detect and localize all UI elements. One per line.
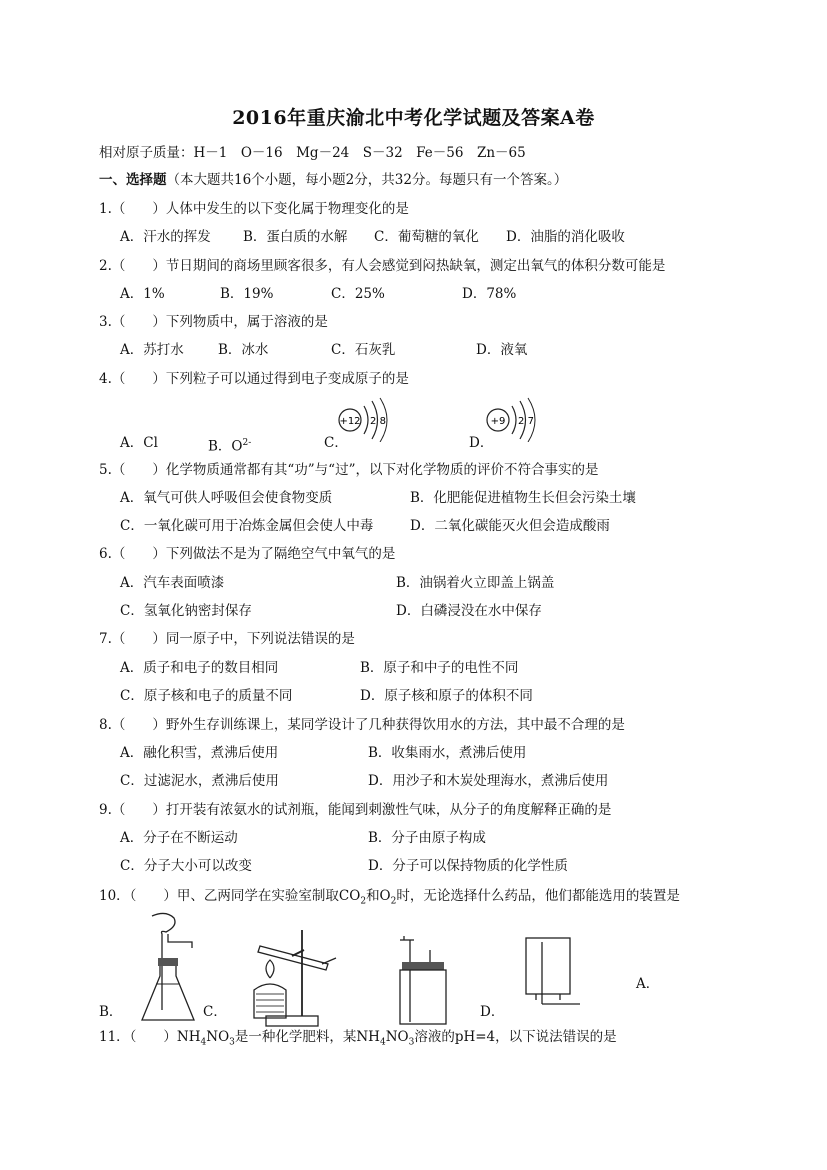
delivery-tube	[168, 934, 192, 948]
apparatus-heated-tube	[232, 920, 342, 1030]
q10-option-b: B．	[99, 1004, 123, 1020]
q4-option-c: C．	[324, 435, 348, 451]
flame-icon	[266, 960, 274, 978]
electron-shell	[512, 406, 516, 434]
question-1-stem: 1.（ ）人体中发生的以下变化属于物理变化的是	[99, 201, 409, 217]
electron-shell	[364, 406, 368, 434]
section-heading-line	[99, 171, 567, 189]
q9-option-d: D．分子可以保持物质的化学性质	[368, 858, 568, 874]
q1-option-a: A．汗水的挥发	[120, 229, 211, 245]
apparatus-collecting-bottle	[392, 936, 452, 1026]
q9-option-c: C．分子大小可以改变	[120, 858, 252, 874]
nucleus-charge: +12	[339, 416, 361, 427]
question-6-stem: 6.（ ）下列做法不是为了隔绝空气中氧气的是	[99, 546, 396, 562]
q10-stem-part: 和O	[366, 888, 391, 904]
question-9-stem: 9.（ ）打开装有浓氨水的试剂瓶，能闻到刺激性气味，从分子的角度解释正确的是	[99, 802, 612, 818]
q2-option-a: A．1%	[120, 286, 165, 302]
q11-subscript: 3	[408, 1037, 415, 1048]
tube-outlet	[322, 958, 336, 964]
q5-option-b: B．化肥能促进植物生长但会污染土壤	[410, 490, 636, 506]
question-11-stem	[99, 1028, 617, 1052]
question-3-stem: 3.（ ）下列物质中，属于溶液的是	[99, 314, 328, 330]
question-7-stem: 7.（ ）同一原子中，下列说法错误的是	[99, 631, 355, 647]
q5-option-a: A．氧气可供人呼吸但会使食物变质	[120, 490, 333, 506]
alcohol-lamp	[254, 984, 286, 1018]
q7-option-b: B．原子和中子的电性不同	[360, 660, 519, 676]
q7-option-c: C．原子核和电子的质量不同	[120, 688, 293, 704]
test-tube	[258, 946, 328, 970]
q11-subscript: 3	[229, 1037, 235, 1048]
long-tube	[404, 936, 410, 1022]
question-4-stem: 4.（ ）下列粒子可以通过得到电子变成原子的是	[99, 371, 409, 387]
q10-stem-part: 10．（ ）甲、乙两同学在实验室制取CO	[99, 888, 361, 904]
q6-option-a: A．汽车表面喷漆	[120, 575, 225, 591]
q1-option-d: D．油脂的消化吸收	[506, 229, 625, 245]
q1-option-b: B．蛋白质的水解	[243, 229, 348, 245]
q8-option-c: C．过滤泥水，煮沸后使用	[120, 773, 279, 789]
q11-stem-part: 是一种化学肥料，某NH	[234, 1029, 380, 1045]
q7-option-d: D．原子核和原子的体积不同	[360, 688, 533, 704]
q10-option-d: D．	[480, 1004, 505, 1020]
q4-option-a: A．Cl	[120, 435, 158, 451]
section-note: （本大题共16个小题，每小题2分，共32分。每题只有一个答案。）	[166, 172, 568, 188]
shell-electrons: 2 8	[370, 416, 386, 427]
q11-stem-part: NO	[385, 1029, 409, 1045]
nucleus-charge: +9	[490, 416, 506, 427]
apparatus-flask-funnel	[134, 912, 204, 1030]
q4-option-d: D．	[469, 435, 494, 451]
q7-option-a: A．质子和电子的数目相同	[120, 660, 279, 676]
q5-option-d: D．二氧化碳能灭火但会造成酸雨	[410, 518, 610, 534]
q2-option-c: C．25%	[331, 286, 385, 302]
q8-option-a: A．融化积雪，煮沸后使用	[120, 745, 279, 761]
q8-option-d: D．用沙子和木炭处理海水，煮沸后使用	[368, 773, 609, 789]
q10-stem-part: 时，无论选择什么药品，他们都能选用的装置是	[396, 888, 680, 904]
q4-option-b-text: B．O	[208, 438, 243, 455]
bottle-body	[400, 970, 446, 1024]
q9-option-a: A．分子在不断运动	[120, 830, 238, 846]
q6-option-b: B．油锅着火立即盖上锅盖	[396, 575, 555, 591]
q3-option-d: D．液氧	[476, 342, 528, 358]
q3-option-a: A．苏打水	[120, 342, 184, 358]
q11-subscript: 4	[200, 1037, 207, 1048]
atom-diagram-d	[484, 396, 546, 442]
q11-stem-part: NO	[206, 1029, 230, 1045]
q11-stem-part: 11．（ ）NH	[99, 1029, 201, 1045]
q2-option-d: D．78%	[462, 286, 517, 302]
q10-subscript: 2	[360, 896, 367, 907]
q4-option-b-charge: 2-	[242, 438, 252, 448]
question-5-stem: 5.（ ）化学物质通常都有其“功”与“过”，以下对化学物质的评价不符合事实的是	[99, 462, 599, 478]
q10-option-c: C．	[203, 1004, 227, 1020]
conical-flask	[142, 966, 194, 1020]
bottle-neck	[536, 994, 560, 1000]
q11-subscript: 4	[379, 1037, 386, 1048]
q10-subscript: 2	[390, 896, 397, 907]
q10-option-a: A．	[636, 976, 660, 992]
q6-option-c: C．氢氧化钠密封保存	[120, 603, 252, 619]
page-title: 2016年重庆渝北中考化学试题及答案A卷	[232, 107, 595, 129]
section-heading: 一、选择题	[99, 172, 167, 188]
lamp-pattern	[256, 994, 284, 1012]
question-8-stem: 8.（ ）野外生存训练课上，某同学设计了几种获得饮用水的方法，其中最不合理的是	[99, 717, 625, 733]
apparatus-inverted-bottle	[520, 934, 584, 1014]
q9-option-b: B．分子由原子构成	[368, 830, 486, 846]
inverted-bottle	[526, 938, 570, 994]
bottle-stopper	[402, 962, 444, 970]
q5-option-c: C．一氧化碳可用于冶炼金属但会使人中毒	[120, 518, 374, 534]
q4-option-b	[208, 434, 251, 456]
q2-option-b: B．19%	[220, 286, 274, 302]
question-2-stem: 2.（ ）节日期间的商场里顾客很多，有人会感觉到闷热缺氧，测定出氧气的体积分数可能是	[99, 258, 666, 274]
atomic-mass-line: 相对原子质量：H－1 O－16 Mg－24 S－32 Fe－56 Zn－65	[99, 145, 526, 161]
q3-option-b: B．冰水	[218, 342, 269, 358]
q3-option-c: C．石灰乳	[331, 342, 396, 358]
rubber-stopper	[158, 958, 178, 966]
atom-diagram-c	[336, 396, 398, 442]
q6-option-d: D．白磷浸没在水中保存	[396, 603, 542, 619]
question-10-stem	[99, 887, 680, 911]
q11-stem-part: 溶液的pH=4，以下说法错误的是	[414, 1029, 617, 1045]
shell-electrons: 2 7	[518, 416, 534, 427]
q1-option-c: C．葡萄糖的氧化	[374, 229, 479, 245]
q8-option-b: B．收集雨水，煮沸后使用	[368, 745, 527, 761]
